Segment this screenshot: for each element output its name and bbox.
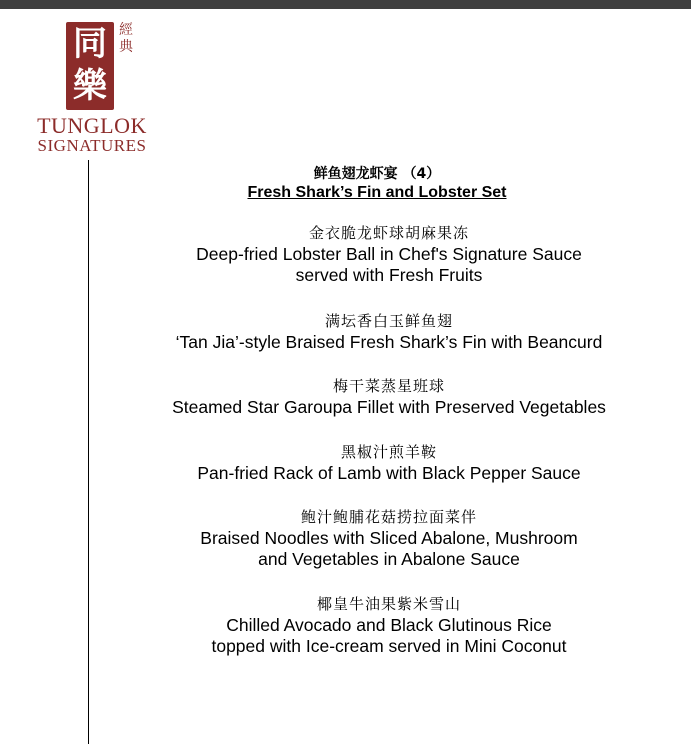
set-title-chinese: 鲜鱼翅龙虾宴 （4） [313,166,441,182]
course-name-english: Braised Noodles with Sliced Abalone, Mushroom and Vegetables in Abalone Sauce [200,528,578,569]
set-title-english: Fresh Shark’s Fin and Lobster Set [247,184,507,201]
logo-seal-glyph-bottom: 樂 [73,66,107,106]
logo-seal [66,22,114,110]
menu-course [90,506,688,570]
course-name-chinese: 黑椒汁煎羊鞍 [340,443,437,461]
logo-side-glyphs [117,22,135,56]
course-name-english: Steamed Star Garoupa Fillet with Preserved Vegetables [172,397,606,417]
menu-course [90,375,688,418]
menu-course [90,593,688,657]
course-name-chinese: 鲍汁鲍脯花菇捞拉面菜伴 [300,508,477,526]
course-name-english: Pan-fried Rack of Lamb with Black Pepper Sauce [197,463,581,483]
left-margin-rule [88,160,89,744]
course-name-chinese: 椰皇牛油果紫米雪山 [316,595,461,613]
menu-course [90,222,688,286]
top-border-bar [0,0,691,9]
menu-course [90,310,688,353]
course-name-english: ‘Tan Jia’-style Braised Fresh Shark’s Fin with Beancurd [175,332,603,352]
tunglok-signatures-logo [28,22,156,156]
course-name-chinese: 金衣脆龙虾球胡麻果冻 [308,224,469,242]
logo-side-glyph-2: 典 [119,39,133,55]
logo-brand-name: TUNGLOK [37,113,147,138]
logo-brand-subname: SIGNATURES [37,136,147,155]
logo-seal-glyph-top: 同 [73,24,107,64]
logo-side-glyph-1: 經 [119,22,133,38]
menu-course [90,441,688,484]
course-name-english: Chilled Avocado and Black Glutinous Rice topped with Ice-cream served in Mini Coconut [211,615,567,656]
course-name-english: Deep-fried Lobster Ball in Chef's Signature Sauce served with Fresh Fruits [196,244,582,285]
course-name-chinese: 梅干菜蒸星班球 [332,377,445,395]
course-name-chinese: 满坛香白玉鲜鱼翅 [324,312,453,330]
